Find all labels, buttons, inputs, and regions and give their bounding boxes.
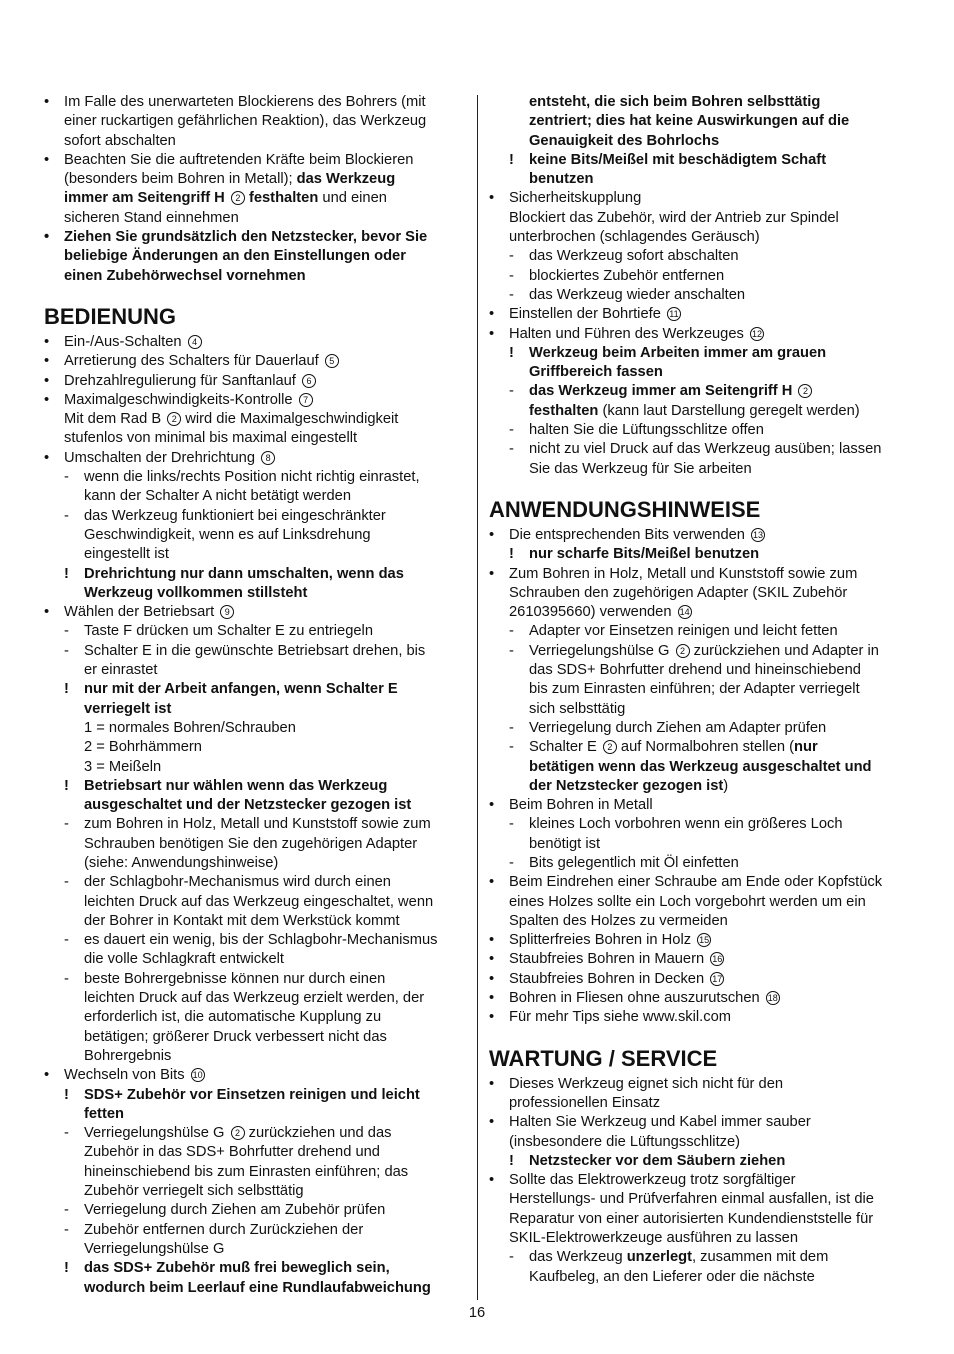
right-column [489, 93, 911, 1287]
list-item: Mit dem Rad B 2 wird die Maximalgeschwindigkeit [64, 411, 399, 428]
list-item: festhalten (kann laut Darstellung geregelt werden) [529, 402, 860, 419]
list-item: • Für mehr Tips siehe www.skil.com [489, 1009, 731, 1026]
ref-number-badge: 17 [712, 973, 723, 984]
list-item: - Bits gelegentlich mit Öl einfetten [509, 854, 739, 871]
warning-item: zentriert; dies hat keine Auswirkungen auf die [529, 113, 850, 130]
section-heading-wartung-service: WARTUNG / SERVICE [489, 1045, 718, 1071]
list-item: er einrastet [84, 662, 158, 679]
list-item: • Staubfreies Bohren in Decken 17 [489, 970, 723, 987]
ref-number-badge: 7 [299, 393, 313, 407]
list-item: leichten Druck auf das Werkzeug erzielt werden, der [84, 990, 425, 1007]
ref-number-badge: 6 [302, 374, 316, 388]
list-item: betätigen; größerer Druck verbessert nicht das [84, 1028, 387, 1045]
ref-number-badge: 2 [167, 412, 181, 426]
ref-number-badge: 10 [192, 1070, 203, 1081]
list-item: betätigen wenn das Werkzeug ausgeschaltet und [529, 758, 872, 775]
list-item: einer ruckartigen gefährlichen Reaktion), das Werkzeug [64, 113, 427, 130]
list-item: eines Holzes sollte ein Loch vorgebohrt werden um ein [509, 893, 866, 910]
warning-item: ! Netzstecker vor dem Säubern ziehen [509, 1152, 786, 1169]
list-item: professionellen Einsatz [509, 1094, 661, 1111]
list-item: - der Schlagbohr-Mechanismus wird durch einen [64, 874, 391, 891]
list-item: bis zum Einrasten einführen; der Adapter verriegelt [529, 681, 860, 698]
list-item: beliebige Änderungen an den Einstellungen oder [64, 248, 406, 265]
ref-number-badge: 2 [676, 644, 690, 658]
column-divider [477, 95, 478, 1300]
ref-number-badge: 4 [188, 335, 202, 349]
list-item: - zum Bohren in Holz, Metall und Kunststoff sowie zum [64, 816, 431, 833]
list-item: 2610395660) verwenden 14 [509, 604, 690, 621]
list-item: 2 = Bohrhämmern [84, 739, 202, 756]
list-item: - beste Bohrergebnisse können nur durch einen [64, 970, 386, 987]
warning-item: fetten [84, 1105, 124, 1122]
list-item: - wenn die links/rechts Position nicht richtig einrastet, [64, 469, 420, 486]
list-item: eingestellt ist [84, 546, 169, 563]
warning-item: ! Betriebsart nur wählen wenn das Werkzeug [64, 777, 388, 794]
warning-item: ! das SDS+ Zubehör muß frei beweglich sein, [64, 1260, 390, 1277]
list-item: Geschwindigkeit, wenn es auf Linksdrehung [84, 526, 371, 543]
list-item: - blockiertes Zubehör entfernen [509, 267, 725, 284]
list-item: Spalten des Holzes zu vermeiden [509, 912, 728, 929]
list-item: der Netzstecker gezogen ist) [529, 777, 729, 794]
list-item: kann der Schalter A nicht betätigt werden [84, 488, 351, 505]
ref-number-badge: 2 [231, 1126, 245, 1140]
list-item: - das Werkzeug sofort abschalten [509, 248, 739, 265]
list-item: Kaufbeleg, an den Lieferer oder die nächste [529, 1268, 815, 1285]
list-item: - das Werkzeug unzerlegt, zusammen mit dem [509, 1249, 829, 1266]
warning-item: Griffbereich fassen [529, 364, 663, 381]
list-item: erforderlich ist, die automatische Kupplung zu [84, 1009, 382, 1026]
list-item: • Arretierung des Schalters für Dauerlauf 5 [44, 352, 466, 371]
list-item: sicheren Stand einnehmen [64, 209, 239, 226]
list-item: - Schalter E 2 auf Normalbohren stellen (nur [509, 739, 818, 756]
warning-item: ausgeschaltet und der Netzstecker gezogen ist [84, 797, 412, 814]
ref-number-badge: 11 [667, 307, 681, 321]
list-item: • Im Falle des unerwarteten Blockierens des Bohrers (mit [44, 94, 426, 110]
list-item: • Umschalten der Drehrichtung 8 [44, 449, 466, 468]
ref-number-badge: 5 [325, 354, 339, 368]
list-item: • Zum Bohren in Holz, Metall und Kunststoff sowie zum [489, 565, 858, 582]
list-item: • Dieses Werkzeug eignet sich nicht für den [489, 1075, 784, 1092]
section-heading-bedienung: BEDIENUNG [44, 303, 177, 329]
list-item: (besonders beim Bohren in Metall); das Werkzeug [64, 171, 396, 188]
list-item: - Zubehör entfernen durch Zurückziehen der [64, 1221, 364, 1238]
list-item: Bohrergebnis [84, 1047, 172, 1064]
list-item: 3 = Meißeln [84, 758, 162, 775]
ref-number-badge: 2 [603, 740, 617, 754]
warning-item: ! SDS+ Zubehör vor Einsetzen reinigen und leicht [64, 1086, 420, 1103]
list-item: sich selbsttätig [529, 700, 626, 717]
list-item: Blockiert das Zubehör, wird der Antrieb zur Spindel [509, 209, 839, 226]
warning-item: wodurch beim Leerlauf eine Rundlaufabweichung [84, 1279, 431, 1296]
warning-item: ! keine Bits/Meißel mit beschädigtem Schaft [509, 151, 827, 168]
list-item: • Wählen der Betriebsart 9 [44, 603, 466, 622]
list-item: Herstellungs- und Prüfverfahren einmal ausfallen, ist die [509, 1191, 874, 1208]
list-item: - halten Sie die Lüftungsschlitze offen [509, 422, 764, 439]
list-item: benötigt ist [529, 835, 601, 852]
list-item: • Halten und Führen des Werkzeuges 12 [489, 325, 762, 342]
list-item: der Bohrer in Kontakt mit dem Werkstück kommt [84, 912, 400, 929]
list-item: • Die entsprechenden Bits verwenden 13 [489, 526, 764, 543]
ref-number-badge: 2 [231, 191, 245, 205]
ref-number-badge: 9 [220, 605, 234, 619]
list-item: Reparatur von einer autorisierten Kundendienststelle für [509, 1210, 874, 1227]
list-item: • Einstellen der Bohrtiefe 11 [489, 305, 911, 324]
list-item: - kleines Loch vorbohren wenn ein größeres Loch [509, 816, 843, 833]
list-item: • Splitterfreies Bohren in Holz 15 [489, 932, 710, 949]
ref-number-badge: 2 [798, 384, 812, 398]
list-item: • Sollte das Elektrowerkzeug trotz sorgfältiger [489, 1172, 796, 1189]
list-item: sofort abschalten [64, 132, 176, 149]
list-item: • Ziehen Sie grundsätzlich den Netzstecker, bevor Sie [44, 229, 428, 246]
list-item: Sie das Werkzeug für Sie arbeiten [529, 460, 752, 477]
warning-item: ! Werkzeug beim Arbeiten immer am grauen [509, 344, 827, 361]
list-item: Zubehör in das SDS+ Bohrfutter drehend und [84, 1144, 380, 1161]
warning-item: ! nur scharfe Bits/Meißel benutzen [509, 546, 760, 563]
list-item: 1 = normales Bohren/Schrauben [84, 719, 296, 736]
list-item: hineinschiebend bis zum Einrasten einführen; das [84, 1163, 409, 1180]
list-item: Schrauben den zugehörigen Adapter (SKIL Zubehör [509, 584, 848, 601]
list-item: - Verriegelungshülse G 2 zurückziehen und Adapter in [509, 642, 879, 659]
list-item: Verriegelungshülse G [84, 1240, 225, 1257]
ref-number-badge: 8 [261, 451, 275, 465]
list-item: (siehe: Anwendungshinweise) [84, 854, 279, 871]
list-item: - Verriegelungshülse G 2 zurückziehen und das [64, 1125, 392, 1142]
list-item: unterbrochen (schlagendes Geräusch) [509, 229, 760, 246]
list-item: Zubehör verriegelt sich selbsttätig [84, 1183, 304, 1200]
ref-number-badge: 15 [699, 935, 710, 946]
ref-number-badge: 16 [712, 954, 723, 965]
list-item: Schrauben benötigen Sie den zugehörigen Adapter [84, 835, 418, 852]
list-item: - das Werkzeug funktioniert bei eingeschränkter [64, 507, 386, 524]
ref-number-badge: 12 [751, 328, 762, 339]
list-item: - Taste F drücken um Schalter E zu entriegeln [64, 623, 373, 640]
warning-item: ! Drehrichtung nur dann umschalten, wenn das [64, 565, 404, 582]
list-item: die volle Schlagkraft entwickelt [84, 951, 285, 968]
list-item: • Wechseln von Bits 10 [44, 1067, 203, 1084]
list-item: stufenlos von minimal bis maximal eingestellt [64, 430, 358, 447]
ref-number-badge: 14 [679, 607, 690, 618]
list-item: - Adapter vor Einsetzen reinigen und leicht fetten [509, 623, 838, 640]
list-item: • Beachten Sie die auftretenden Kräfte beim Blockieren [44, 151, 414, 168]
list-item: - das Werkzeug immer am Seitengriff H 2 [489, 382, 911, 401]
list-item: • Staubfreies Bohren in Mauern 16 [489, 951, 723, 968]
left-column [44, 93, 466, 1298]
warning-item: ! nur mit der Arbeit anfangen, wenn Schalter E [64, 681, 398, 698]
list-item: - das Werkzeug wieder anschalten [509, 286, 746, 303]
warning-item: Werkzeug vollkommen stillsteht [84, 584, 308, 601]
list-item: • Maximalgeschwindigkeits-Kontrolle 7 [44, 391, 466, 410]
list-item: • Bohren in Fliesen ohne auszurutschen 18 [489, 990, 778, 1007]
list-item: (insbesondere die Lüftungsschlitze) [509, 1133, 741, 1150]
list-item: • Sicherheitskupplung [489, 190, 642, 207]
warning-item: benutzen [529, 171, 594, 188]
list-item: SKIL-Elektrowerkzeuge ausführen zu lassen [509, 1230, 799, 1247]
section-heading-anwendungshinweise: ANWENDUNGSHINWEISE [489, 496, 761, 522]
list-item: • Drehzahlregulierung für Sanftanlauf 6 [44, 372, 466, 391]
warning-item: entsteht, die sich beim Bohren selbsttätig [529, 94, 821, 110]
warning-item: Genauigkeit des Bohrlochs [529, 132, 720, 149]
ref-number-badge: 18 [767, 993, 778, 1004]
ref-number-badge: 13 [753, 529, 764, 540]
list-item: • Halten Sie Werkzeug und Kabel immer sauber [489, 1114, 811, 1131]
list-item: - Verriegelung durch Ziehen am Adapter prüfen [509, 719, 827, 736]
list-item: das SDS+ Bohrfutter drehend und hineinschiebend [529, 662, 861, 679]
list-item: einen Zubehörwechsel vornehmen [64, 267, 306, 284]
list-item: immer am Seitengriff H 2 festhalten und einen [64, 190, 387, 207]
list-item: • Beim Eindrehen einer Schraube am Ende oder Kopfstück [489, 874, 883, 891]
list-item: - Verriegelung durch Ziehen am Zubehör prüfen [64, 1202, 386, 1219]
warning-item: verriegelt ist [84, 700, 172, 717]
list-item: - nicht zu viel Druck auf das Werkzeug ausüben; lassen [509, 441, 882, 458]
list-item: - Schalter E in die gewünschte Betriebsart drehen, bis [64, 642, 426, 659]
list-item: • Beim Bohren in Metall [489, 797, 653, 814]
list-item: • Ein-/Aus-Schalten 4 [44, 333, 466, 352]
page-number: 16 [468, 1305, 486, 1321]
list-item: - es dauert ein wenig, bis der Schlagbohr-Mechanismus [64, 932, 438, 949]
list-item: leichten Druck auf das Werkzeug eingeschaltet, wenn [84, 893, 434, 910]
